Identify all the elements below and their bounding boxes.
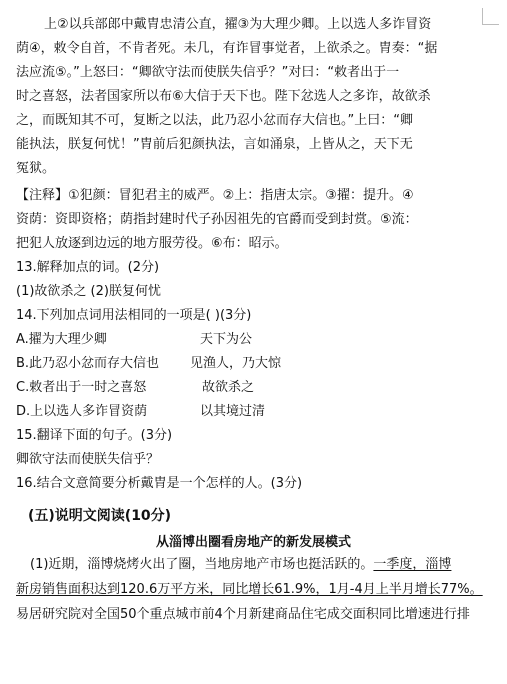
question-14-stem: 14.下列加点词用法相同的一项是( )(3分)	[16, 308, 252, 323]
question-14-option-c-left: C.敕者出于一时之喜怒	[16, 380, 147, 395]
article-para-1-line-2	[16, 581, 483, 598]
article-title: 从淄博出圈看房地产的新发展模式	[155, 535, 351, 550]
notes-line-3: 把犯人放逐到边远的地方服劳役。⑥布：昭示。	[16, 236, 288, 251]
article-para-1-line-1	[30, 556, 451, 573]
passage-line-4: 时之喜怒，法者国家所以布⑥大信于天下也。陛下忿选人之多诈，故欲杀	[16, 89, 431, 104]
question-14-option-a-right: 天下为公	[200, 332, 253, 347]
section-5-heading: (五)说明文阅读(10分)	[28, 508, 172, 524]
notes-line-1: 【注释】①犯颜：冒犯君主的威严。②上：指唐太宗。③擢：提升。④	[16, 188, 414, 203]
question-16-stem: 16.结合文意简要分析戴胄是一个怎样的人。(3分)	[16, 476, 303, 491]
article-para-1-line-3: 易居研究院对全国50个重点城市前4个月新建商品住宅成交面积同比增速进行排	[16, 607, 470, 622]
question-15-sentence: 卿欲守法而使朕失信乎？	[16, 452, 160, 467]
passage-line-1: 上②以兵部郎中戴胄忠清公直，擢③为大理少卿。上以选人多诈冒资	[44, 17, 432, 32]
question-15-stem: 15.翻译下面的句子。(3分)	[16, 428, 173, 443]
passage-line-5: 之，而既知其不可，复断之以法，此乃忍小忿而存大信也。”上曰：“卿	[16, 113, 413, 128]
question-14-option-d-right: 以其境过清	[200, 404, 266, 419]
notes-line-2: 资荫：资即资格；荫指封建时代子孙因祖先的官爵而受到封赏。⑤流：	[16, 212, 418, 227]
article-para-1-underlined-continuation: 新房销售面积达到120.6万平方米，同比增长61.9%，1月-4月上半月增长77%。	[16, 582, 483, 597]
article-para-1-underlined-start: 一季度，淄博	[373, 557, 452, 572]
question-14-option-b-left: B.此乃忍小忿而存大信也	[16, 356, 160, 371]
passage-line-7: 冤狱。	[16, 161, 56, 176]
page-corner-mark	[482, 8, 499, 25]
question-13-items: (1)故欲杀之 (2)朕复何忧	[16, 284, 161, 299]
passage-line-2: 荫④，敕令自首，不肯者死。未几，有诈冒事觉者，上欲杀之。胄奏：“据	[16, 41, 438, 56]
question-14-option-b-right: 见渔人，乃大惊	[190, 356, 282, 371]
passage-line-3: 法应流⑤。”上怒曰：“卿欲守法而使朕失信乎？”对曰：“敕者出于一	[16, 65, 400, 80]
question-14-option-c-right: 故欲杀之	[202, 380, 255, 395]
question-13-stem: 13.解释加点的词。(2分)	[16, 260, 160, 275]
question-14-option-d-left: D.上以选人多诈冒资荫	[16, 404, 148, 419]
article-para-1-plain: (1)近期，淄博烧烤火出了圈，当地房地产市场也挺活跃的。	[30, 557, 374, 572]
passage-line-6: 能执法，朕复何忧！”胄前后犯颜执法，言如涌泉，上皆从之，天下无	[16, 137, 413, 152]
question-14-option-a-left: A.擢为大理少卿	[16, 332, 107, 347]
